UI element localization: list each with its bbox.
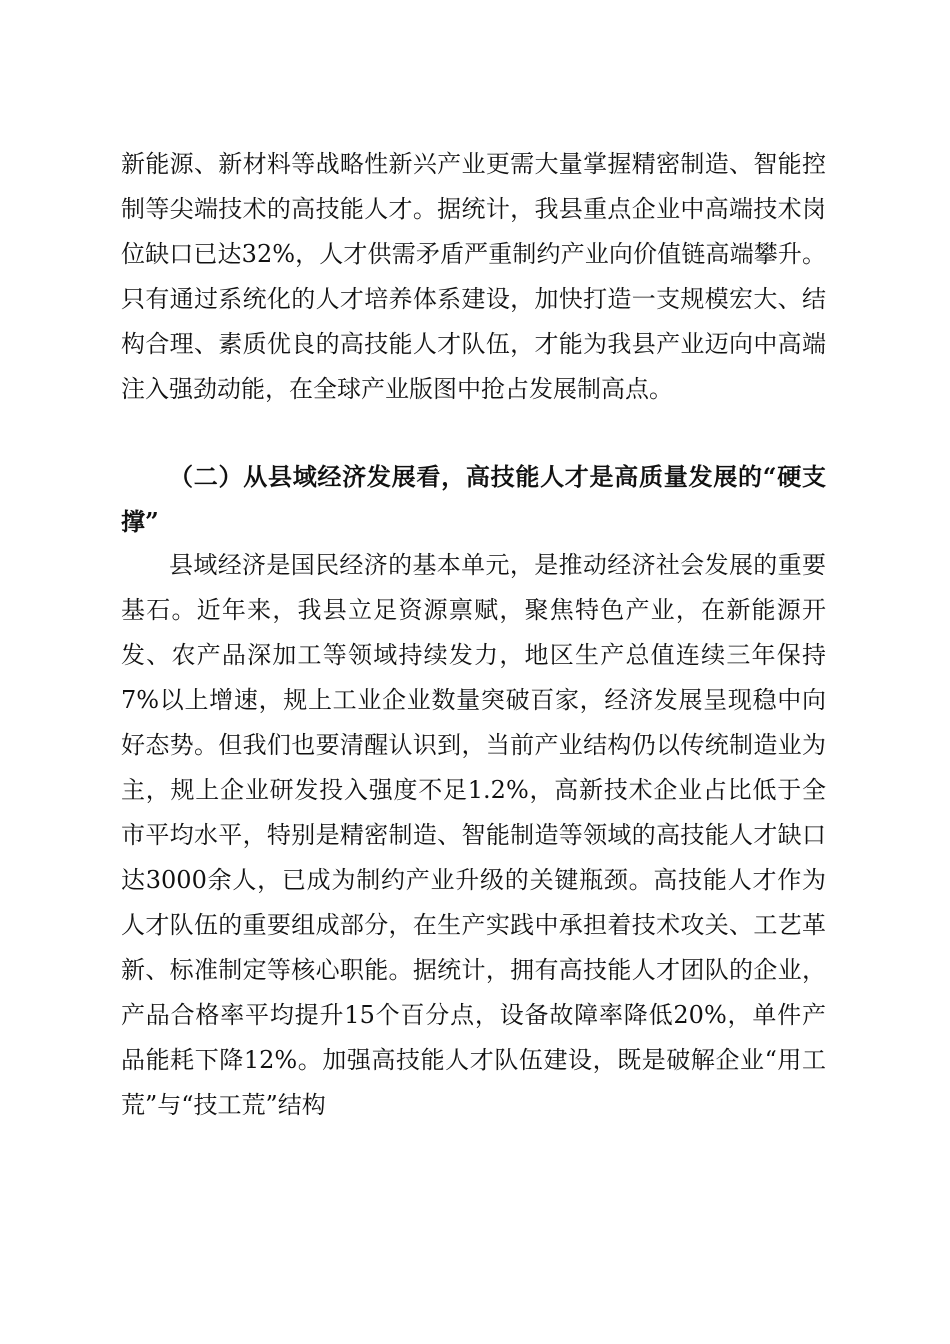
paragraph-continued: 新能源、新材料等战略性新兴产业更需大量掌握精密制造、智能控制等尖端技术的高技能人才。据统计，我县重点企业中高端技术岗位缺口已达32%，人才供需矛盾严重制约产业向价值链高端攀升。只有通过系统化的人才培养体系建设，加快打造一支规模宏大、结构合理、素质优良的高技能人才队伍，才能为我县产业迈向中高端注入强劲动能，在全球产业版图中抢占发展制高点。 [121,150,826,403]
paragraph-body: 县域经济是国民经济的基本单元，是推动经济社会发展的重要基石。近年来，我县立足资源禀赋，聚焦特色产业，在新能源开发、农产品深加工等领域持续发力，地区生产总值连续三年保持7%以上增速，规上工业企业数量突破百家，经济发展呈现稳中向好态势。但我们也要清醒认识到，当前产业结构仍以传统制造业为主，规上企业研发投入强度不足1.2%，高新技术企业占比低于全市平均水平，特别是精密制造、智能制造等领域的高技能人才缺口达3000余人，已成为制约产业升级的关键瓶颈。高技能人才作为人才队伍的重要组成部分，在生产实践中承担着技术攻关、工艺革新、标准制定等核心职能。据统计，拥有高技能人才团队的企业，产品合格率平均提升15个百分点，设备故障率降低20%，单件产品能耗下降12%。加强高技能人才队伍建设，既是破解企业“用工荒”与“技工荒”结构 [121,551,826,1119]
section-heading: （二）从县域经济发展看，高技能人才是高质量发展的“硬支撑” [121,462,826,536]
